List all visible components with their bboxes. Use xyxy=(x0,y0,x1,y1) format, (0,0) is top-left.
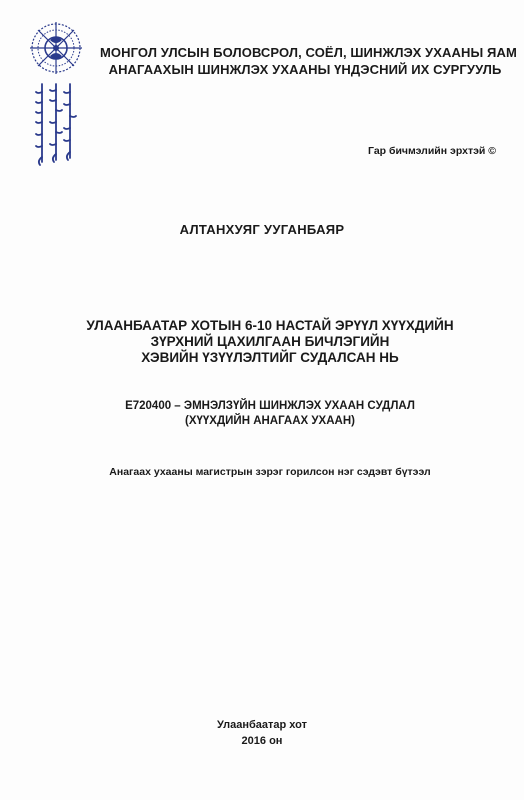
city: Улаанбаатар хот xyxy=(216,719,307,731)
title-line-3: ХЭВИЙН ҮЗҮҮЛЭЛТИЙГ СУДАЛСАН НЬ xyxy=(141,350,399,365)
degree-statement: Анагаах ухааны магистрын зэрэг горилсон нэг сэдэвт бүтээл xyxy=(109,466,431,478)
copyright-notice: Гар бичмэлийн эрхтэй © xyxy=(368,145,496,157)
university-name: АНАГААХЫН ШИНЖЛЭХ УХААНЫ ҮНДЭСНИЙ ИХ СУРГУУЛЬ xyxy=(108,62,502,77)
footer xyxy=(0,717,524,749)
specialty-code-line-2: (ХҮҮХДИЙН АНАГААХ УХААН) xyxy=(185,415,355,427)
ministry-name: МОНГОЛ УЛСЫН БОЛОВСРОЛ, СОЁЛ, ШИНЖЛЭХ УХААНЫ ЯАМ xyxy=(100,45,517,60)
title-line-1: УЛААНБААТАР ХОТЫН 6-10 НАСТАЙ ЭРҮҮЛ ХҮҮХДИЙН xyxy=(86,318,454,333)
ministry-header xyxy=(100,44,517,78)
specialty-code xyxy=(40,399,500,429)
title-line-2: ЗҮРХНИЙ ЦАХИЛГААН БИЧЛЭГИЙН xyxy=(150,334,390,349)
university-logo-icon xyxy=(20,12,92,172)
specialty-code-line-1: E720400 – ЭМНЭЛЗҮЙН ШИНЖЛЭХ УХААН СУДЛАЛ xyxy=(125,400,415,412)
year: 2016 он xyxy=(241,735,283,747)
author-name: АЛТАНХУЯГ УУГАНБАЯР xyxy=(179,222,345,237)
thesis-title xyxy=(40,318,500,366)
